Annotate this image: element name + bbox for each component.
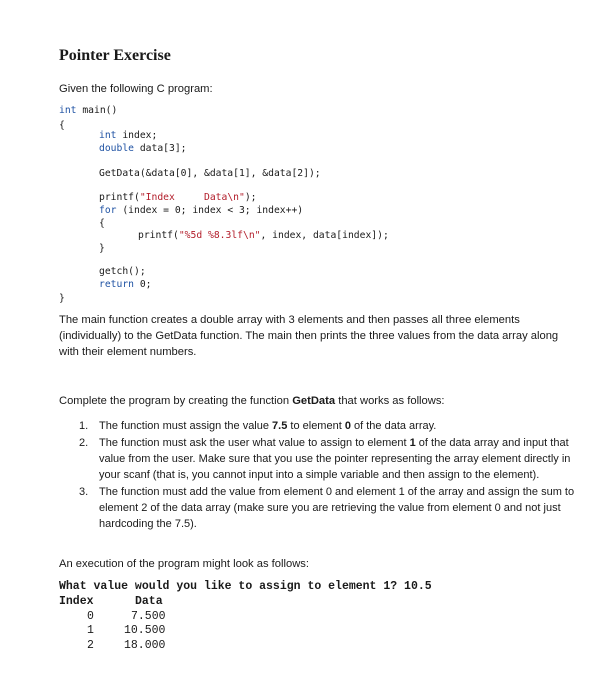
code-line-return [99,279,152,291]
output-header-index: Index [59,595,94,608]
code-line-main [59,105,117,117]
code-text: 0; [134,279,152,290]
description-paragraph: The main function creates a double array with 3 elements and then passes all three elements (individually) to the GetData function. The main then prints the three values from the data array along with their element numbers. [59,314,559,358]
code-keyword: int [99,130,117,141]
output-prompt: What value would you like to assign to element 1? 10.5 [59,580,432,593]
code-text: printf( [99,192,140,203]
requirement-item [79,418,579,434]
code-keyword: return [99,279,134,290]
requirement-text: The function must ask the user what value to assign to element [99,437,410,449]
code-text: ); [244,192,257,203]
code-line-getdata-call: GetData(&data[0], &data[1], &data[2]); [99,168,321,179]
output-index: 2 [87,639,94,652]
requirement-text: of the data array and input that value from the user. Make sure that you use the pointer representing the array element directly in your scanf (that is, you cannot input into a simple variable and then assign to the element). [99,437,571,481]
code-line-decl-data [99,143,187,155]
code-line-decl-index [99,130,157,142]
code-keyword: for [99,205,117,216]
code-line-inner-open: { [99,218,105,229]
code-line-printf-header [99,192,256,204]
requirement-item [79,435,579,483]
intro-text: Given the following C program: [59,83,213,95]
output-index: 0 [87,610,94,623]
code-text: , index, data[index]); [260,230,389,241]
code-text: data[3]; [134,143,187,154]
code-string: "Index Data\n" [139,192,245,203]
code-line-inner-close: } [99,243,105,254]
page-title: Pointer Exercise [59,47,171,64]
code-text: (index = 0; index < 3; index++) [116,205,304,216]
code-text: printf( [138,230,179,241]
code-text: index; [116,130,158,141]
code-text: main() [76,105,118,116]
task-text: that works as follows: [335,395,445,407]
requirement-text: of the data array. [350,420,437,432]
code-string: "%5d %8.3lf\n" [178,230,261,241]
output-header-data: Data [135,595,163,608]
task-paragraph [59,393,445,409]
requirement-bold: 1 [409,437,416,449]
list-number: 2. [79,437,89,449]
code-keyword: double [99,143,134,154]
list-number: 1. [79,420,89,432]
list-number: 3. [79,486,89,498]
execution-intro: An execution of the program might look as follows: [59,558,309,570]
code-line-printf-loop [138,230,389,242]
function-name: GetData [292,395,336,407]
requirement-bold: 0 [344,420,351,432]
code-line-brace-open: { [59,120,65,131]
output-index: 1 [87,624,94,637]
output-data: 7.500 [131,610,166,623]
requirement-item [79,484,579,532]
output-data: 18.000 [124,639,166,652]
requirement-text: The function must assign the value [99,420,273,432]
requirements-list [79,418,579,533]
requirement-text: to element [287,420,345,432]
code-keyword: int [59,105,77,116]
output-data: 10.500 [124,624,166,637]
code-line-getch: getch(); [99,266,146,277]
code-line-for [99,205,303,217]
requirement-text: The function must add the value from element 0 and element 1 of the array and assign the sum to element 2 of the data array (make sure you are retrieving the value from element 0 and not just hardcoding the 7.5). [99,486,575,530]
requirement-bold: 7.5 [272,420,288,432]
task-text: Complete the program by creating the function [59,395,293,407]
code-line-brace-close: } [59,293,65,304]
